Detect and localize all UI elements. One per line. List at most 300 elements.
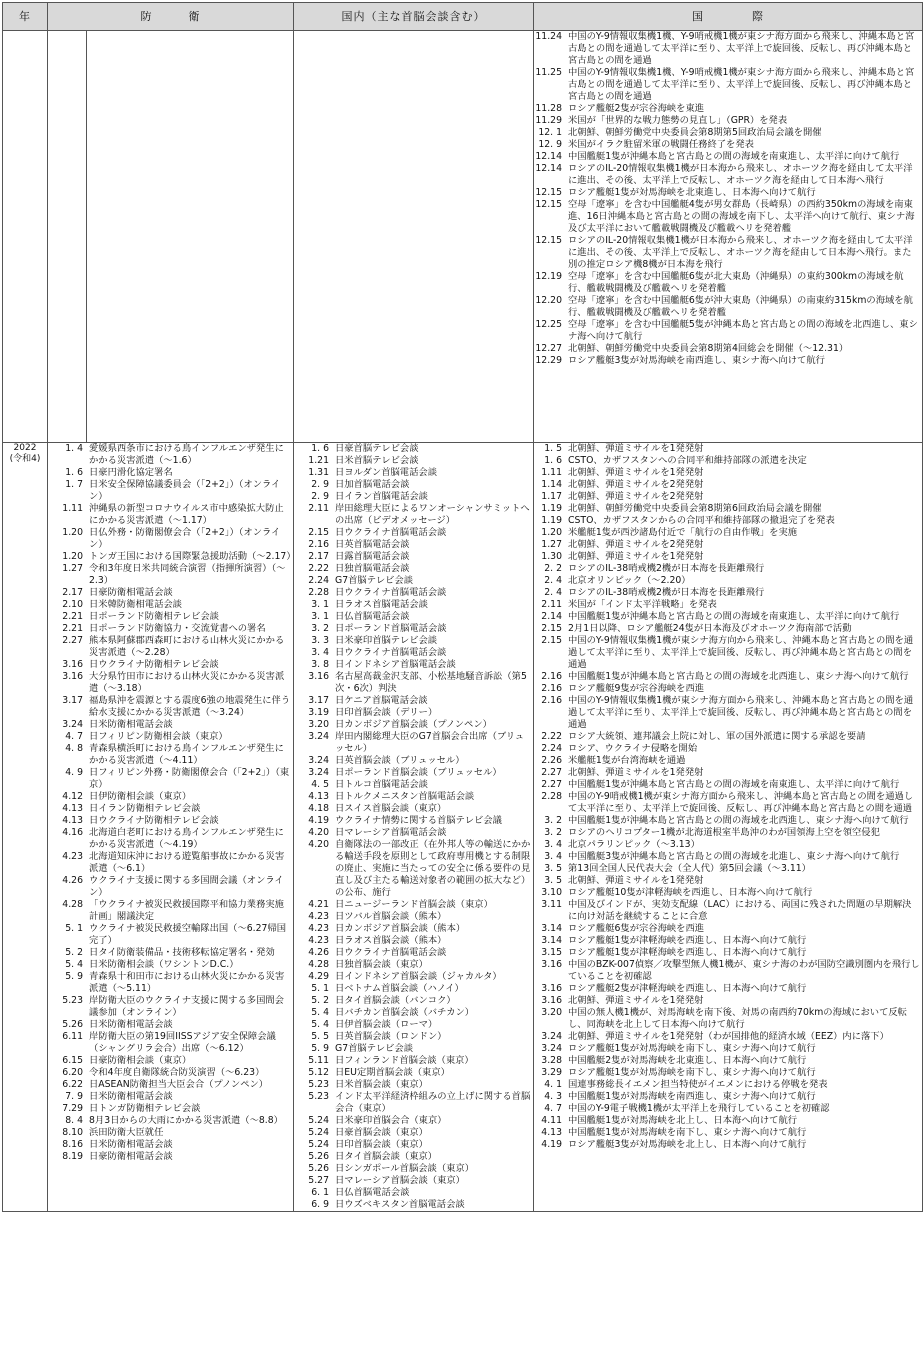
entry-text: 日豪首脳テレビ会談 bbox=[335, 443, 419, 454]
entry-date: 3.24 bbox=[541, 1031, 562, 1042]
entry-date: 3. 2 bbox=[544, 815, 562, 826]
entry-text: 中国のY-9情報収集機1機が東シナ海方面から飛来し、沖縄本島と宮古島との間を通過して太平洋に至り、太平洋上で旋回後、反転し、再び沖縄本島と宮古島との間を通過 bbox=[568, 695, 914, 730]
entry-date: 4. 5 bbox=[311, 779, 329, 790]
entry-date: 1.20 bbox=[62, 551, 83, 562]
entry-date: 2.21 bbox=[62, 623, 83, 634]
international-list-2022 bbox=[534, 443, 922, 1151]
international-entry bbox=[534, 815, 922, 827]
domestic-entry bbox=[294, 611, 533, 623]
entry-date: 5.23 bbox=[62, 995, 83, 1006]
domestic-entry bbox=[294, 1187, 533, 1199]
entry-text: 沖縄県の新型コロナウイルス市中感染拡大防止にかかる災害派遣（～1.17） bbox=[89, 503, 284, 526]
domestic-entry bbox=[294, 1055, 533, 1067]
header-year: 年 bbox=[3, 3, 48, 31]
entry-date: 4.12 bbox=[62, 791, 83, 802]
entry-date: 2. 4 bbox=[544, 575, 562, 586]
international-entry bbox=[534, 1139, 922, 1151]
domestic-entry bbox=[294, 599, 533, 611]
entry-text: 日イラン防衛相テレビ会談 bbox=[89, 803, 201, 814]
entry-date: 4.23 bbox=[62, 851, 83, 862]
entry-date: 2.27 bbox=[541, 779, 562, 790]
entry-text: 日ラオス首脳会談（熊本） bbox=[335, 935, 447, 946]
international-entry bbox=[534, 755, 922, 767]
defense-entry bbox=[48, 971, 293, 995]
entry-date: 5. 2 bbox=[311, 995, 329, 1006]
domestic-entry bbox=[294, 443, 533, 455]
entry-text: ロシアのIL-38哨戒機2機が日本海を長距離飛行 bbox=[568, 563, 765, 574]
entry-date: 1.11 bbox=[541, 467, 562, 478]
entry-date: 1. 6 bbox=[544, 455, 562, 466]
entry-text: 日トルクメニスタン首脳電話会談 bbox=[335, 791, 475, 802]
entry-date: 5.26 bbox=[62, 1019, 83, 1030]
entry-text: 日タイ首脳会談（バンコク） bbox=[335, 995, 456, 1006]
entry-date: 3.15 bbox=[541, 947, 562, 958]
entry-text: 日スイス首脳会談（東京） bbox=[335, 803, 447, 814]
international-entry bbox=[534, 455, 922, 467]
entry-text: G7首脳テレビ会談 bbox=[335, 575, 414, 586]
year-block-2022 bbox=[3, 443, 923, 1212]
entry-text: 名古屋高裁金沢支部、小松基地騒音訴訟（第5次・6次）判決 bbox=[335, 671, 527, 694]
defense-entry bbox=[48, 791, 293, 803]
entry-text: 北朝鮮、弾道ミサイルを1発発射 bbox=[568, 995, 704, 1006]
entry-date: 4. 8 bbox=[65, 743, 83, 754]
defense-entry bbox=[48, 551, 296, 563]
entry-text: 日ウクライナ首脳電話会談 bbox=[335, 647, 447, 658]
entry-text: 2月1日以降、ロシア艦艇24隻が日本海及びオホーツク海南部で活動 bbox=[568, 623, 852, 634]
entry-date: 4.20 bbox=[308, 827, 329, 838]
international-entry bbox=[534, 1067, 922, 1079]
entry-text: 日印首脳会談（東京） bbox=[335, 1139, 428, 1150]
international-entry bbox=[534, 743, 922, 755]
domestic-entry bbox=[294, 455, 533, 467]
entry-date: 5. 4 bbox=[65, 959, 83, 970]
defense-entry bbox=[48, 467, 293, 479]
international-entry bbox=[534, 319, 922, 343]
international-entry bbox=[534, 935, 922, 947]
entry-text: 北朝鮮、弾道ミサイルを1発発射 bbox=[568, 551, 704, 562]
entry-date: 6. 9 bbox=[311, 1199, 329, 1210]
entry-date: 8.10 bbox=[62, 1127, 83, 1138]
entry-text: 北朝鮮、弾道ミサイルを2発発射 bbox=[568, 491, 704, 502]
domestic-entry bbox=[294, 551, 533, 563]
entry-date: 6.20 bbox=[62, 1067, 83, 1078]
entry-text: トンガ王国における国際緊急援助活動（～2.17） bbox=[89, 551, 296, 562]
entry-text: 日シンガポール首脳会談（東京） bbox=[335, 1163, 475, 1174]
domestic-entry bbox=[294, 1175, 533, 1187]
entry-text: 日フィンランド首脳会談（東京） bbox=[335, 1055, 474, 1066]
international-entry bbox=[534, 731, 922, 743]
entry-date: 2.16 bbox=[541, 671, 562, 682]
entry-date: 6. 1 bbox=[311, 1187, 329, 1198]
defense-entry bbox=[48, 995, 293, 1019]
entry-date: 5.12 bbox=[308, 1067, 329, 1078]
entry-text: ロシア艦艇3隻が対馬海峡を南西進し、東シナ海へ向けて航行 bbox=[568, 355, 825, 366]
entry-date: 3.24 bbox=[308, 755, 329, 766]
entry-date: 1. 6 bbox=[65, 467, 83, 478]
domestic-entry bbox=[294, 911, 533, 923]
entry-text: ウクライナ被災民救援空輸隊出国（～6.27帰国完了） bbox=[89, 923, 287, 946]
entry-text: 日仏首脳電話会談 bbox=[335, 611, 410, 622]
year-cell-2021 bbox=[3, 31, 48, 443]
defense-entry bbox=[48, 1019, 293, 1031]
entry-date: 4.20 bbox=[308, 839, 329, 850]
entry-date: 5.27 bbox=[308, 1175, 329, 1186]
entry-date: 2. 2 bbox=[544, 563, 562, 574]
entry-date: 5.23 bbox=[308, 1091, 329, 1102]
entry-text: 日伊防衛相会談（東京） bbox=[89, 791, 192, 802]
international-entry bbox=[534, 1007, 922, 1031]
international-entry bbox=[534, 163, 922, 187]
entry-text: 浜田防衛大臣就任 bbox=[89, 1127, 164, 1138]
entry-text: 日カンボジア首脳会談（熊本） bbox=[335, 923, 466, 934]
domestic-entry bbox=[294, 767, 533, 779]
domestic-entry bbox=[294, 659, 533, 671]
international-entry bbox=[534, 683, 922, 695]
entry-text: 第13回全国人民代表大会（全人代）第5回会議（～3.11） bbox=[568, 863, 811, 874]
entry-text: 日ポーランド首脳電話会談 bbox=[335, 623, 447, 634]
entry-date: 3.14 bbox=[541, 923, 562, 934]
international-entry bbox=[534, 199, 922, 235]
defense-entry bbox=[48, 659, 293, 671]
entry-text: 岸田内閣総理大臣のG7首脳会合出席（ブリュッセル） bbox=[335, 731, 525, 754]
international-cell-2021 bbox=[534, 31, 923, 443]
entry-text: 日ウクライナ首脳電話会談 bbox=[335, 587, 447, 598]
entry-date: 3.19 bbox=[308, 707, 329, 718]
entry-date: 4.13 bbox=[541, 1127, 562, 1138]
entry-date: 2.28 bbox=[541, 791, 562, 802]
entry-text: 中国のY-9電子戦機1機が太平洋上を飛行していることを初確認 bbox=[568, 1103, 830, 1114]
entry-text: 日インドネシア首脳会談（ジャカルタ） bbox=[335, 971, 502, 982]
entry-text: 中国艦艇1隻が沖縄本島と宮古島との間の海域を北西進し、東シナ海へ向けて航行 bbox=[568, 671, 909, 682]
entry-date: 3.24 bbox=[308, 731, 329, 742]
entry-date: 11.25 bbox=[535, 67, 562, 78]
entry-date: 4.18 bbox=[308, 803, 329, 814]
international-entry bbox=[534, 983, 922, 995]
international-entry bbox=[534, 1127, 922, 1139]
entry-date: 6.11 bbox=[62, 1031, 83, 1042]
entry-date: 5.24 bbox=[308, 1115, 329, 1126]
entry-text: 日タイ首脳会談（東京） bbox=[335, 1151, 438, 1162]
domestic-entry bbox=[294, 1079, 533, 1091]
domestic-entry bbox=[294, 803, 533, 815]
entry-text: ロシア艦艇1隻が対馬海峡を南下し、東シナ海へ向けて航行 bbox=[568, 1043, 816, 1054]
entry-text: 岸田総理大臣によるワンオーシャンサミットへの出席（ビデオメッセージ） bbox=[335, 503, 530, 526]
entry-text: 日露首脳電話会談 bbox=[335, 551, 410, 562]
entry-date: 1.19 bbox=[541, 503, 562, 514]
entry-text: 日タイ防衛装備品・技術移転協定署名・発効 bbox=[89, 947, 275, 958]
international-entry bbox=[534, 1043, 922, 1055]
international-entry bbox=[534, 443, 922, 455]
entry-text: 中国及びインドが、実効支配線（LAC）における、両国に残された問題の早期解決に向け対話を継続することに合意 bbox=[568, 899, 912, 922]
entry-text: 空母「遼寧」を含む中国艦艇5隻が沖縄本島と宮古島との間の海域を北西進し、東シナ海へ向けて航行 bbox=[568, 319, 918, 342]
international-entry bbox=[534, 1055, 922, 1067]
international-entry bbox=[534, 839, 922, 851]
entry-date: 4. 9 bbox=[65, 767, 83, 778]
international-entry bbox=[534, 779, 922, 791]
entry-date: 5. 1 bbox=[311, 983, 329, 994]
entry-date: 5.26 bbox=[308, 1163, 329, 1174]
entry-text: 中国のBZK-007偵察／攻撃型無人機1機が、東シナ海のわが国防空識別圏内を飛行していることを初確認 bbox=[568, 959, 920, 982]
entry-text: 日米防衛相電話会談 bbox=[89, 1139, 173, 1150]
entry-date: 1.30 bbox=[541, 551, 562, 562]
domestic-entry bbox=[294, 491, 533, 503]
international-entry bbox=[534, 539, 922, 551]
domestic-entry bbox=[294, 563, 533, 575]
international-entry bbox=[534, 235, 922, 271]
entry-date: 2. 9 bbox=[311, 479, 329, 490]
entry-text: 日カンボジア首脳会談（プノンペン） bbox=[335, 719, 492, 730]
entry-text: 日ポーランド防衛相テレビ会談 bbox=[89, 611, 219, 622]
entry-text: 国連事務総長イエメン担当特使がイエメンにおける停戦を発表 bbox=[568, 1079, 828, 1090]
entry-date: 1.21 bbox=[308, 455, 329, 466]
entry-text: CSTO、カザフスタンからの合同平和維持部隊の撤退完了を発表 bbox=[568, 515, 835, 526]
entry-date: 7.29 bbox=[62, 1103, 83, 1114]
domestic-entry bbox=[294, 1199, 533, 1211]
entry-text: 北朝鮮、朝鮮労働党中央委員会第8期第6回政治局会議を開催 bbox=[568, 503, 822, 514]
entry-date: 4.23 bbox=[308, 911, 329, 922]
defense-entry bbox=[48, 479, 293, 503]
entry-text: 日米豪印首脳会合（東京） bbox=[335, 1115, 447, 1126]
entry-text: 中国のY-9哨戒機1機が東シナ海方面から飛来し、沖縄本島と宮古島との間を通過して太平洋に至り、太平洋上で旋回後、反転し、再び沖縄本島と宮古島との間を通過 bbox=[568, 791, 914, 814]
entry-text: 中国艦艇1隻が沖縄本島と宮古島との間の海域を南東進し、太平洋に向けて航行 bbox=[568, 611, 900, 622]
entry-text: 自衛隊法の一部改正（在外邦人等の輸送にかかる輸送手段を原則として政府専用機とする制限の廃止、実施に当たっての安全に係る要件の見直し及び主たる輸送対象者の範囲の拡大など）の公布、施行 bbox=[335, 839, 531, 898]
international-entry bbox=[534, 575, 922, 587]
international-entry bbox=[534, 635, 922, 671]
entry-text: 日ウズベキスタン首脳電話会談 bbox=[335, 1199, 465, 1210]
entry-text: 中国艦艇1隻が沖縄本島と宮古島との間の海域を北西進し、東シナ海へ向けて航行 bbox=[568, 815, 909, 826]
defense-entry bbox=[48, 1067, 293, 1079]
international-entry bbox=[534, 127, 922, 139]
international-entry bbox=[534, 923, 922, 935]
defense-entry bbox=[48, 1091, 293, 1103]
international-entry bbox=[534, 899, 922, 923]
entry-date: 1. 5 bbox=[544, 443, 562, 454]
entry-date: 4. 3 bbox=[544, 1091, 562, 1102]
entry-text: 日バチカン首脳会談（バチカン） bbox=[335, 1007, 475, 1018]
entry-text: 中国艦艇1隻が対馬海峡を北上し、日本海へ向けて航行 bbox=[568, 1115, 798, 1126]
entry-text: ロシア大統領、連邦議会上院に対し、軍の国外派遣に関する承認を要請 bbox=[568, 731, 866, 742]
entry-date: 5. 5 bbox=[311, 1031, 329, 1042]
international-entry bbox=[534, 551, 922, 563]
entry-text: 日米首脳テレビ会談 bbox=[335, 455, 419, 466]
entry-text: ロシア艦艇9隻が宗谷海峡を西進 bbox=[568, 683, 705, 694]
entry-text: 日トンガ防衛相テレビ会談 bbox=[89, 1103, 201, 1114]
defense-entry bbox=[48, 1139, 293, 1151]
entry-date: 3.16 bbox=[541, 983, 562, 994]
entry-date: 2.16 bbox=[308, 539, 329, 550]
domestic-entry bbox=[294, 995, 533, 1007]
entry-text: 日豪首脳会談（東京） bbox=[335, 1127, 428, 1138]
defense-entry bbox=[48, 1127, 293, 1139]
entry-text: 北京パラリンピック（～3.13） bbox=[568, 839, 700, 850]
entry-text: 日ウクライナ防衛相テレビ会談 bbox=[89, 815, 219, 826]
domestic-entry bbox=[294, 1151, 533, 1163]
entry-text: 日ヨルダン首脳電話会談 bbox=[335, 467, 437, 478]
entry-text: ロシア艦艇1隻が津軽海峡を西進し、日本海へ向けて航行 bbox=[568, 935, 807, 946]
entry-text: 青森県十和田市における山林火災にかかる災害派遣（～5.11） bbox=[89, 971, 285, 994]
international-entry bbox=[534, 959, 922, 983]
entry-date: 3.11 bbox=[541, 899, 562, 910]
entry-date: 4.19 bbox=[308, 815, 329, 826]
entry-date: 8.19 bbox=[62, 1151, 83, 1162]
entry-date: 3.20 bbox=[541, 1007, 562, 1018]
entry-date: 11.24 bbox=[535, 31, 562, 42]
domestic-entry bbox=[294, 731, 533, 755]
domestic-entry bbox=[294, 671, 533, 695]
year-block-2021 bbox=[3, 31, 923, 443]
entry-date: 3.20 bbox=[308, 719, 329, 730]
entry-date: 3. 5 bbox=[544, 875, 562, 886]
international-entry bbox=[534, 295, 922, 319]
entry-text: ロシアのIL-38哨戒機2機が日本海を長距離飛行 bbox=[568, 587, 765, 598]
entry-text: 日ウクライナ首脳電話会談 bbox=[335, 527, 447, 538]
entry-text: 日英首脳会談（ブリュッセル） bbox=[335, 755, 465, 766]
entry-text: 北朝鮮、弾道ミサイルを1発発射 bbox=[568, 875, 704, 886]
entry-text: 岸防衛大臣のウクライナ支援に関する多国間会議参加（オンライン） bbox=[89, 995, 284, 1018]
entry-date: 1. 4 bbox=[65, 443, 83, 454]
domestic-entry bbox=[294, 755, 533, 767]
domestic-entry bbox=[294, 539, 533, 551]
entry-text: 日米首脳会談（東京） bbox=[335, 1079, 428, 1090]
defense-entry bbox=[48, 1079, 293, 1091]
domestic-entry bbox=[294, 479, 533, 491]
entry-text: 福島県沖を震源とする震度6強の地震発生に伴う給水支援にかかる災害派遣（～3.24） bbox=[89, 695, 291, 718]
header-international: 国 際 bbox=[534, 3, 923, 31]
entry-date: 3.24 bbox=[308, 767, 329, 778]
entry-text: 北朝鮮、弾道ミサイルを1発発射 bbox=[568, 767, 704, 778]
header-domestic: 国内（主な首脳会談含む） bbox=[294, 3, 534, 31]
entry-date: 4. 1 bbox=[544, 1079, 562, 1090]
entry-text: 日豪防衛相電話会談 bbox=[89, 587, 173, 598]
defense-entry bbox=[48, 719, 293, 731]
domestic-entry bbox=[294, 983, 533, 995]
domestic-entry bbox=[294, 1091, 533, 1115]
international-entry bbox=[534, 467, 922, 479]
entry-date: 12.15 bbox=[535, 235, 562, 246]
defense-entry bbox=[48, 443, 293, 467]
defense-entry bbox=[48, 899, 293, 923]
international-entry bbox=[534, 527, 922, 539]
international-entry bbox=[534, 863, 922, 875]
entry-date: 2.21 bbox=[62, 611, 83, 622]
entry-date: 3. 4 bbox=[544, 839, 562, 850]
entry-date: 3. 4 bbox=[311, 647, 329, 658]
international-entry bbox=[534, 491, 922, 503]
domestic-entry bbox=[294, 923, 533, 935]
entry-date: 11.29 bbox=[535, 115, 562, 126]
entry-text: 米艦艇1隻が西沙諸島付近で「航行の自由作戦」を実施 bbox=[568, 527, 798, 538]
domestic-entry bbox=[294, 971, 533, 983]
entry-text: 日マレーシア首脳電話会談 bbox=[335, 827, 447, 838]
entry-date: 2.27 bbox=[62, 635, 83, 646]
entry-text: 日豪防衛相電話会談 bbox=[89, 1151, 173, 1162]
international-entry bbox=[534, 767, 922, 779]
entry-text: ロシア艦艇1隻が対馬海峡を北東進し、日本海へ向けて航行 bbox=[568, 187, 816, 198]
entry-date: 1.31 bbox=[308, 467, 329, 478]
international-entry bbox=[534, 515, 922, 527]
entry-date: 4.13 bbox=[62, 803, 83, 814]
entry-text: 中国艦艇2隻が対馬海峡を北東進し、日本海へ向けて航行 bbox=[568, 1055, 807, 1066]
defense-entry bbox=[48, 815, 293, 827]
entry-text: 8月3日からの大雨にかかる災害派遣（～8.8） bbox=[89, 1115, 283, 1126]
international-entry bbox=[534, 503, 922, 515]
domestic-entry bbox=[294, 779, 533, 791]
entry-text: 北海道白老町における鳥インフルエンザ発生にかかる災害派遣（～4.19） bbox=[89, 827, 284, 850]
entry-date: 5.24 bbox=[308, 1139, 329, 1150]
entry-text: 日米豪印首脳テレビ会談 bbox=[335, 635, 438, 646]
domestic-entry bbox=[294, 1007, 533, 1019]
entry-date: 5.26 bbox=[308, 1151, 329, 1162]
entry-date: 2.15 bbox=[541, 635, 562, 646]
domestic-entry bbox=[294, 935, 533, 947]
entry-text: 日ケニア首脳電話会談 bbox=[335, 695, 428, 706]
domestic-list-2022 bbox=[294, 443, 533, 1211]
entry-date: 5.24 bbox=[308, 1127, 329, 1138]
entry-text: 北朝鮮、弾道ミサイルを2発発射 bbox=[568, 479, 704, 490]
entry-text: 日独首脳会談（東京） bbox=[335, 959, 428, 970]
entry-text: 日加首脳電話会談 bbox=[335, 479, 410, 490]
domestic-entry bbox=[294, 719, 533, 731]
entry-text: ロシア艦艇10隻が津軽海峡を西進し、日本海へ向けて航行 bbox=[568, 887, 813, 898]
entry-date: 1.20 bbox=[541, 527, 562, 538]
entry-date: 3. 1 bbox=[311, 599, 329, 610]
entry-text: 北朝鮮、弾道ミサイルを1発発射 bbox=[568, 443, 704, 454]
entry-text: 日仏首脳電話会談 bbox=[335, 1187, 410, 1198]
international-entry bbox=[534, 611, 922, 623]
entry-text: 岸防衛大臣の第19回IISSアジア安全保障会議（シャングリラ会合）出席（～6.12） bbox=[89, 1031, 276, 1054]
entry-date: 3.16 bbox=[308, 671, 329, 682]
entry-text: 日米防衛相電話会談 bbox=[89, 1091, 173, 1102]
entry-text: 米国が「インド太平洋戦略」を発表 bbox=[568, 599, 717, 610]
international-entry bbox=[534, 587, 922, 599]
international-entry bbox=[534, 139, 922, 151]
entry-date: 6.15 bbox=[62, 1055, 83, 1066]
entry-text: 日ベトナム首脳会談（ハノイ） bbox=[335, 983, 464, 994]
defense-entry bbox=[48, 731, 293, 743]
domestic-entry bbox=[294, 587, 533, 599]
entry-text: 日ASEAN防衛担当大臣会合（プノンペン） bbox=[89, 1079, 269, 1090]
entry-date: 2.17 bbox=[62, 587, 83, 598]
domestic-entry bbox=[294, 1019, 533, 1031]
international-entry bbox=[534, 1115, 922, 1127]
entry-text: ロシア艦艇6隻が宗谷海峡を西進 bbox=[568, 923, 705, 934]
domestic-entry bbox=[294, 959, 533, 971]
domestic-entry bbox=[294, 1067, 533, 1079]
international-entry bbox=[534, 271, 922, 295]
entry-text: 日マレーシア首脳会談（東京） bbox=[335, 1175, 465, 1186]
entry-date: 3. 2 bbox=[544, 827, 562, 838]
entry-date: 3.10 bbox=[541, 887, 562, 898]
entry-text: 日ウクライナ首脳電話会談 bbox=[335, 947, 447, 958]
entry-text: G7首脳テレビ会談 bbox=[335, 1043, 414, 1054]
entry-date: 12.29 bbox=[535, 355, 562, 366]
entry-text: 中国のY-9情報収集機1機、Y-9哨戒機1機が東シナ海方面から飛来し、沖縄本島と宮古島との間を通過して太平洋に至り、太平洋上で旋回後、反転し、再び沖縄本島と宮古島との間を通過 bbox=[568, 67, 915, 102]
entry-date: 3. 3 bbox=[311, 635, 329, 646]
entry-text: ロシア艦艇2隻が宗谷海峡を東進 bbox=[568, 103, 705, 114]
defense-entry bbox=[48, 947, 293, 959]
entry-date: 4.26 bbox=[308, 947, 329, 958]
international-entry bbox=[534, 1091, 922, 1103]
entry-text: ロシア艦艇1隻が対馬海峡を南下し、東シナ海へ向けて航行 bbox=[568, 1067, 816, 1078]
entry-text: 日フィリピン防衛相会談（東京） bbox=[89, 731, 228, 742]
domestic-entry bbox=[294, 1163, 533, 1175]
entry-date: 4. 7 bbox=[65, 731, 83, 742]
entry-date: 2.17 bbox=[308, 551, 329, 562]
entry-text: 日イラン首脳電話会談 bbox=[335, 491, 428, 502]
entry-date: 4. 7 bbox=[544, 1103, 562, 1114]
entry-date: 12.15 bbox=[535, 187, 562, 198]
entry-date: 4.16 bbox=[62, 827, 83, 838]
